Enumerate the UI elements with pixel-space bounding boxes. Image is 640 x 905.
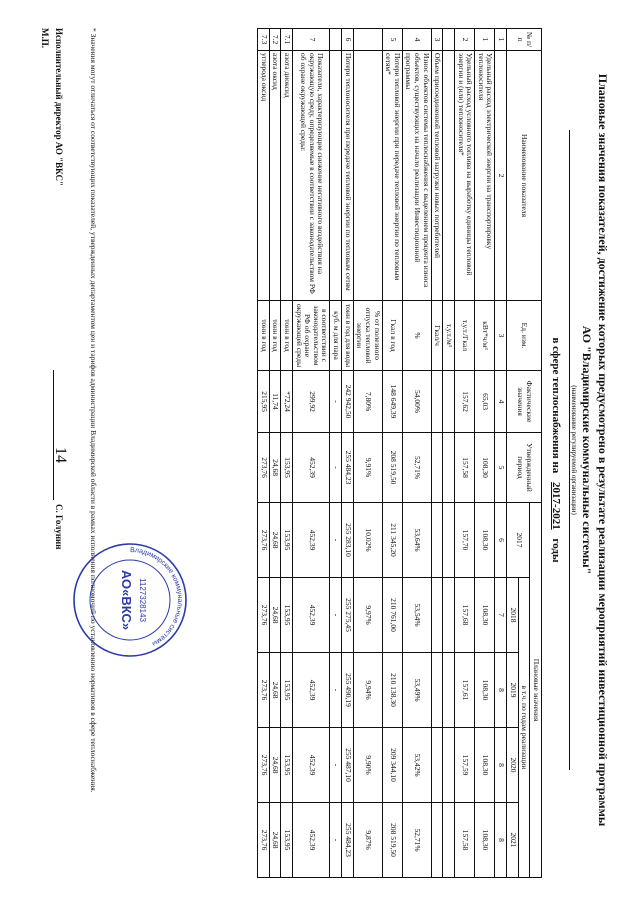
cell-v2020 [443, 728, 455, 803]
cell-v2017: 153,95 [281, 503, 293, 578]
cell-name: Показатели, характеризующие снижение негативного воздействия на окружающую среду, определяемые в соответствии с законодательством РФ об охране окружающей среды: [293, 51, 331, 301]
cell-unit: в соответствии с законодательством РФ об охране окружающей среды [293, 301, 331, 371]
cell-v2021: - [330, 803, 342, 878]
cell-approved: 52,71% [402, 433, 431, 503]
cell-name: углерода оксид [258, 51, 270, 301]
cell-v2019: 452,39 [293, 653, 331, 728]
cell-num: 3 [431, 29, 443, 51]
index-cell: 2 [495, 51, 507, 301]
cell-approved: 153,95 [281, 433, 293, 503]
cell-v2017: 24,68 [269, 503, 281, 578]
table-row [431, 29, 443, 878]
cell-fact [443, 371, 455, 433]
cell-v2017 [443, 503, 455, 578]
cell-approved: 108,30 [475, 433, 495, 503]
cell-unit: % от полезного отпуска тепловой энергии [353, 301, 382, 371]
cell-v2019: 255 490,19 [342, 653, 354, 728]
cell-name [443, 51, 455, 301]
cell-unit: тонн в год [269, 301, 281, 371]
cell-v2021 [431, 803, 443, 878]
cell-v2017 [431, 503, 443, 578]
cell-v2019: 24,68 [269, 653, 281, 728]
cell-v2020: 157,59 [455, 728, 475, 803]
col-2018: 2018 [507, 578, 519, 653]
cell-v2020: 255 487,10 [342, 728, 354, 803]
company-stamp [70, 540, 190, 660]
cell-v2017: 273,76 [258, 503, 270, 578]
cell-name: Потери тепловой энергии при передаче тепловой энергии по тепловым сетям* [382, 51, 402, 301]
cell-v2020: - [330, 728, 342, 803]
organization-caption: (наименование регулируемой организации) [570, 385, 578, 515]
table-row [258, 29, 270, 878]
cell-v2017: 211 345,20 [382, 503, 402, 578]
cell-v2021: 273,76 [258, 803, 270, 878]
cell-v2020: 24,68 [269, 728, 281, 803]
index-cell: 4 [495, 371, 507, 433]
table-row [342, 29, 354, 878]
cell-fact: 215,95 [258, 371, 270, 433]
col-by-years: в т.ч. по годам реализации [518, 578, 530, 878]
cell-unit: Гкал в год [382, 301, 402, 371]
index-cell: 8 [495, 728, 507, 803]
cell-num: 1 [475, 29, 495, 51]
cell-unit: тонн в год [258, 301, 270, 371]
table-row [330, 29, 342, 878]
cell-approved [443, 433, 455, 503]
table-row [443, 29, 455, 878]
cell-num: 4 [402, 29, 431, 51]
col-unit: Ед. изм. [507, 301, 542, 371]
landscape-page [20, 10, 620, 890]
cell-v2021: 24,68 [269, 803, 281, 878]
cell-unit: % [402, 301, 431, 371]
cell-v2020: 452,39 [293, 728, 331, 803]
col-name: Наименование показателя [507, 51, 542, 301]
cell-v2018 [443, 578, 455, 653]
cell-fact [431, 371, 443, 433]
cell-name: азота оксид [269, 51, 281, 301]
table-row [293, 29, 331, 878]
cell-v2018: 153,95 [281, 578, 293, 653]
page-number: 14 [52, 447, 69, 463]
cell-approved: 9,91% [353, 433, 382, 503]
cell-v2020: 9,90% [353, 728, 382, 803]
cell-v2021: 208 519,50 [382, 803, 402, 878]
cell-v2018: 255 275,45 [342, 578, 354, 653]
stamp-place: М.П. [40, 28, 50, 48]
cell-v2017: 108,30 [475, 503, 495, 578]
cell-name: Удельный расход условного топлива на выработку единицы тепловой энергии и (или) теплоносителя* [455, 51, 475, 301]
cell-v2020: 53,42% [402, 728, 431, 803]
table-row [382, 29, 402, 878]
cell-v2018: 24,68 [269, 578, 281, 653]
cell-unit: куб. м для пара [330, 301, 342, 371]
col-2020: 2020 [507, 728, 519, 803]
cell-v2020: 108,30 [475, 728, 495, 803]
period-suffix: годы [550, 538, 562, 563]
cell-approved: 452,39 [293, 433, 331, 503]
indicators-table [257, 28, 542, 878]
index-cell: 7 [495, 578, 507, 653]
index-cell: 5 [495, 433, 507, 503]
table-row [455, 29, 475, 878]
cell-v2018 [431, 578, 443, 653]
cell-v2021: 153,95 [281, 803, 293, 878]
cell-v2018: 108,30 [475, 578, 495, 653]
cell-fact: *72,24 [281, 371, 293, 433]
col-approved: Утвержденный период [507, 433, 542, 503]
cell-approved [431, 433, 443, 503]
index-cell: 1 [495, 29, 507, 51]
cell-v2021: 255 484,23 [342, 803, 354, 878]
cell-name: Удельный расход электрической энергии на транспортировку теплоносителя [475, 51, 495, 301]
cell-v2021: 9,87% [353, 803, 382, 878]
stamp-ring-text: Владимирские коммунальные системы [129, 546, 184, 648]
cell-num: 7.3 [258, 29, 270, 51]
cell-v2019: 53,49% [402, 653, 431, 728]
cell-v2019 [431, 653, 443, 728]
cell-approved: 157,58 [455, 433, 475, 503]
document-title: Плановые значения показателей, достижение которых предусмотрено в результате реализации мероприятий инвестиционной программы [596, 73, 610, 827]
cell-v2021: 452,39 [293, 803, 331, 878]
cell-fact: 7,80% [353, 371, 382, 433]
cell-fact: 54,00% [402, 371, 431, 433]
cell-fact: 157,62 [455, 371, 475, 433]
stamp-ogrn: 1127328143 [138, 578, 147, 622]
cell-v2019: 273,76 [258, 653, 270, 728]
cell-name: Износ объектов системы теплоснабжения с выделением процента износа объектов, существующих на начало реализации Инвестиционной программы [402, 51, 431, 301]
cell-num: 7.2 [269, 29, 281, 51]
cell-v2018: 53,54% [402, 578, 431, 653]
cell-unit: тонн в год [281, 301, 293, 371]
col-fact: Фактические значения [507, 371, 542, 433]
index-cell: 8 [495, 803, 507, 878]
stamp-center-text: АО«ВКС» [119, 569, 134, 631]
col-2019: 2019 [507, 653, 519, 728]
cell-v2020: 153,95 [281, 728, 293, 803]
cell-approved: - [330, 433, 342, 503]
cell-v2019: 153,95 [281, 653, 293, 728]
cell-num: 7 [293, 29, 331, 51]
col-2021: 2021 [507, 803, 519, 878]
cell-v2017: - [330, 503, 342, 578]
cell-v2017: 157,70 [455, 503, 475, 578]
cell-fact: 242 942,50 [342, 371, 354, 433]
index-row [495, 29, 507, 878]
table-row [281, 29, 293, 878]
cell-approved: 208 519,50 [382, 433, 402, 503]
cell-approved: 273,76 [258, 433, 270, 503]
cell-num: 7.1 [281, 29, 293, 51]
cell-v2021 [443, 803, 455, 878]
sphere-prefix: в сфере теплоснабжения на [550, 337, 562, 474]
cell-name: Потери теплоносителя при передаче тепловой энергии по тепловым сетям [342, 51, 354, 301]
cell-fact: 148 649,39 [382, 371, 402, 433]
cell-v2018: 210 761,00 [382, 578, 402, 653]
cell-approved: 255 484,23 [342, 433, 354, 503]
cell-v2021: 157,58 [455, 803, 475, 878]
cell-unit: т.у.т./м³ [443, 301, 455, 371]
cell-name: Объем присоединенной тепловой нагрузки новых потребителей [431, 51, 443, 301]
cell-v2019: 9,94% [353, 653, 382, 728]
cell-v2019 [443, 653, 455, 728]
cell-approved: 24,68 [269, 433, 281, 503]
cell-num: 6 [342, 29, 354, 51]
index-cell: 3 [495, 301, 507, 371]
table-row [402, 29, 431, 878]
cell-num [353, 29, 382, 51]
cell-fact: - [330, 371, 342, 433]
table-row [269, 29, 281, 878]
cell-num [443, 29, 455, 51]
col-2017: 2017 [507, 503, 530, 578]
cell-v2019: 108,30 [475, 653, 495, 728]
period: 2017-2021 [550, 482, 562, 530]
cell-unit: т.у.т./Гкал [455, 301, 475, 371]
cell-v2020 [431, 728, 443, 803]
cell-fact: 65,03 [475, 371, 495, 433]
cell-v2018: - [330, 578, 342, 653]
cell-v2017: 452,39 [293, 503, 331, 578]
cell-v2019: - [330, 653, 342, 728]
cell-unit: кВт*ч/м³ [475, 301, 495, 371]
table-row [353, 29, 382, 878]
cell-v2019: 157,61 [455, 653, 475, 728]
cell-fact: 11,74 [269, 371, 281, 433]
cell-fact: 299,92 [293, 371, 331, 433]
table-row [475, 29, 495, 878]
cell-num: 5 [382, 29, 402, 51]
cell-name [353, 51, 382, 301]
col-num: № п/п [507, 29, 542, 51]
organization-name: АО "Владимирские коммунальные системы" [580, 325, 594, 575]
cell-v2017: 53,64% [402, 503, 431, 578]
cell-v2019: 210 138,30 [382, 653, 402, 728]
cell-v2018: 452,39 [293, 578, 331, 653]
cell-unit: Гкал/ч [431, 301, 443, 371]
footnote: * Значения могут отличаться от соответствующих показателей, утвержденных департаментом цен и тарифов администрации Владимирской области в рамках исполнения полномочий по установлению нормативов в сфере теплоснабжения. [89, 28, 98, 793]
cell-name [330, 51, 342, 301]
signature-line [53, 370, 54, 500]
cell-v2021: 108,30 [475, 803, 495, 878]
cell-v2018: 273,76 [258, 578, 270, 653]
cell-v2021: 52,71% [402, 803, 431, 878]
cell-v2017: 10,02% [353, 503, 382, 578]
cell-v2020: 273,76 [258, 728, 270, 803]
cell-v2018: 9,97% [353, 578, 382, 653]
signer-position: Исполнительный директор АО "ВКС" [54, 28, 64, 186]
cell-name: азота диоксид [281, 51, 293, 301]
cell-num [330, 29, 342, 51]
col-planned: Плановые значения [530, 503, 542, 878]
sphere-line [550, 10, 562, 890]
signer-name: С. Голунин [54, 504, 64, 550]
index-cell: 8 [495, 653, 507, 728]
cell-v2020: 209 344,10 [382, 728, 402, 803]
cell-num: 2 [455, 29, 475, 51]
cell-v2018: 157,68 [455, 578, 475, 653]
cell-v2017: 255 283,10 [342, 503, 354, 578]
index-cell: 6 [495, 503, 507, 578]
cell-unit: тонн в год для воды [342, 301, 354, 371]
